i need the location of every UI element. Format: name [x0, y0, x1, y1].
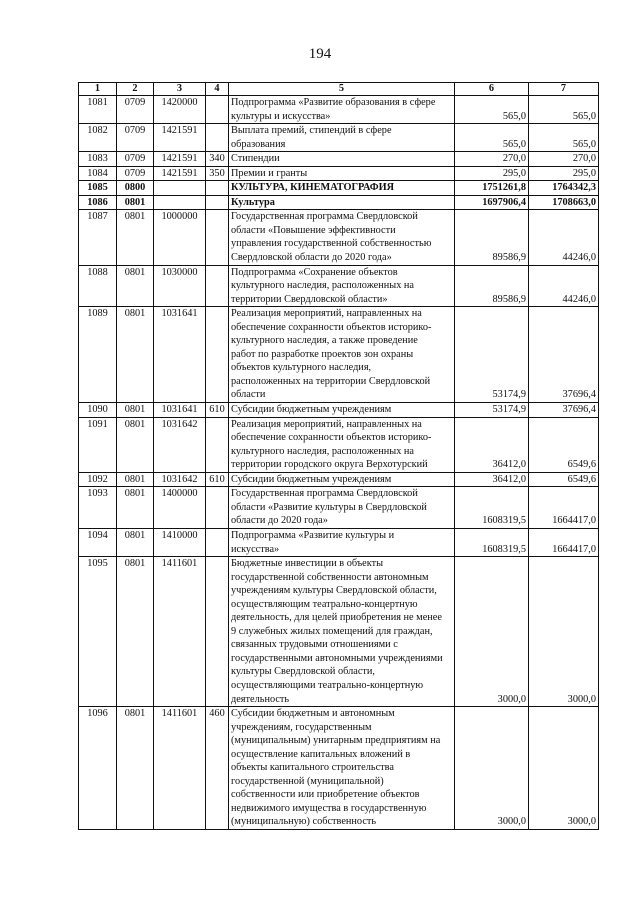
expense-type-code: [206, 307, 229, 403]
amount-col-7: 6549,6: [529, 472, 599, 487]
row-number: 1089: [79, 307, 117, 403]
target-item-code: 1030000: [154, 265, 206, 307]
column-header-2: 2: [117, 83, 154, 96]
table-row: [79, 557, 599, 707]
row-number: 1084: [79, 166, 117, 181]
target-item-code: 1400000: [154, 487, 206, 529]
amount-col-6: 36412,0: [455, 417, 529, 472]
row-number: 1087: [79, 210, 117, 265]
section-code: 0801: [117, 403, 154, 418]
amount-col-7: 565,0: [529, 96, 599, 124]
expense-type-code: [206, 181, 229, 196]
table-row: [79, 417, 599, 472]
section-code: 0801: [117, 528, 154, 556]
amount-col-6: 1751261,8: [455, 181, 529, 196]
item-name: Государственная программа Свердловской области «Развитие культуры в Свердловской области до 2020 года»: [229, 487, 455, 529]
item-name: Стипендии: [229, 152, 455, 167]
amount-col-6: 53174,9: [455, 307, 529, 403]
section-code: 0801: [117, 707, 154, 830]
expense-type-code: [206, 417, 229, 472]
expense-type-code: [206, 195, 229, 210]
amount-col-6: 3000,0: [455, 707, 529, 830]
amount-col-7: 37696,4: [529, 403, 599, 418]
expense-type-code: 610: [206, 403, 229, 418]
amount-col-7: 1708663,0: [529, 195, 599, 210]
expense-type-code: 460: [206, 707, 229, 830]
amount-col-7: 6549,6: [529, 417, 599, 472]
table-row: [79, 181, 599, 196]
amount-col-6: 295,0: [455, 166, 529, 181]
table-row: [79, 152, 599, 167]
expense-type-code: [206, 96, 229, 124]
section-code: 0801: [117, 210, 154, 265]
amount-col-7: 295,0: [529, 166, 599, 181]
item-name: Государственная программа Свердловской области «Повышение эффективности управления государственной собственностью Свердловской области до 2020 года»: [229, 210, 455, 265]
amount-col-6: 1608319,5: [455, 528, 529, 556]
amount-col-6: 1697906,4: [455, 195, 529, 210]
amount-col-7: 565,0: [529, 124, 599, 152]
item-name: Реализация мероприятий, направленных на обеспечение сохранности объектов историко- культурного наследия, расположенных на территории городского округа Верхотурский: [229, 417, 455, 472]
item-name: КУЛЬТУРА, КИНЕМАТОГРАФИЯ: [229, 181, 455, 196]
row-number: 1091: [79, 417, 117, 472]
target-item-code: [154, 181, 206, 196]
table-row: [79, 166, 599, 181]
budget-table: [78, 82, 599, 830]
amount-col-7: 1664417,0: [529, 528, 599, 556]
item-name: Выплата премий, стипендий в сфере образования: [229, 124, 455, 152]
amount-col-6: 565,0: [455, 124, 529, 152]
column-header-1: 1: [79, 83, 117, 96]
expense-type-code: [206, 210, 229, 265]
section-code: 0801: [117, 265, 154, 307]
expense-type-code: [206, 557, 229, 707]
row-number: 1093: [79, 487, 117, 529]
row-number: 1082: [79, 124, 117, 152]
target-item-code: 1421591: [154, 166, 206, 181]
amount-col-7: 3000,0: [529, 707, 599, 830]
row-number: 1092: [79, 472, 117, 487]
amount-col-6: 3000,0: [455, 557, 529, 707]
table-row: [79, 528, 599, 556]
column-header-7: 7: [529, 83, 599, 96]
target-item-code: 1421591: [154, 124, 206, 152]
target-item-code: 1411601: [154, 707, 206, 830]
row-number: 1086: [79, 195, 117, 210]
section-code: 0709: [117, 124, 154, 152]
amount-col-7: 44246,0: [529, 210, 599, 265]
amount-col-6: 565,0: [455, 96, 529, 124]
table-row: [79, 96, 599, 124]
table-row: [79, 307, 599, 403]
amount-col-6: 89586,9: [455, 265, 529, 307]
amount-col-7: 270,0: [529, 152, 599, 167]
table-row: [79, 265, 599, 307]
row-number: 1096: [79, 707, 117, 830]
section-code: 0800: [117, 181, 154, 196]
row-number: 1095: [79, 557, 117, 707]
table-row: [79, 403, 599, 418]
item-name: Субсидии бюджетным учреждениям: [229, 403, 455, 418]
target-item-code: 1031641: [154, 307, 206, 403]
target-item-code: 1410000: [154, 528, 206, 556]
expense-type-code: [206, 528, 229, 556]
column-header-4: 4: [206, 83, 229, 96]
target-item-code: 1031641: [154, 403, 206, 418]
table-row: [79, 707, 599, 830]
section-code: 0709: [117, 152, 154, 167]
row-number: 1081: [79, 96, 117, 124]
target-item-code: [154, 195, 206, 210]
amount-col-6: 270,0: [455, 152, 529, 167]
amount-col-7: 1664417,0: [529, 487, 599, 529]
item-name: Подпрограмма «Развитие культуры и искусства»: [229, 528, 455, 556]
target-item-code: 1031642: [154, 472, 206, 487]
section-code: 0801: [117, 307, 154, 403]
page-number: 194: [308, 46, 332, 62]
table-row: [79, 487, 599, 529]
item-name: Субсидии бюджетным учреждениям: [229, 472, 455, 487]
amount-col-7: 37696,4: [529, 307, 599, 403]
section-code: 0709: [117, 96, 154, 124]
item-name: Субсидии бюджетным и автономным учреждениям, государственным (муниципальным) унитарным предприятиям на осуществление капитальных вложений в объекты капитального строительства государственной (муниципальной) собственности или приобретение объектов недвижимого имущества в государственную (муниципальную) собственность: [229, 707, 455, 830]
row-number: 1085: [79, 181, 117, 196]
row-number: 1083: [79, 152, 117, 167]
item-name: Бюджетные инвестиции в объекты государственной собственности автономным учреждениям культуры Свердловской области, осуществляющим театрально-концертную деятельность, для целей приобретения не менее 9 служебных жилых помещений для граждан, связанных трудовыми отношениями с государственными автономными учреждениями культуры Свердловской области, осуществляющими театрально-концертную деятельность: [229, 557, 455, 707]
amount-col-7: 44246,0: [529, 265, 599, 307]
table-row: [79, 472, 599, 487]
amount-col-6: 1608319,5: [455, 487, 529, 529]
section-code: 0801: [117, 195, 154, 210]
row-number: 1094: [79, 528, 117, 556]
column-header-6: 6: [455, 83, 529, 96]
row-number: 1090: [79, 403, 117, 418]
expense-type-code: [206, 124, 229, 152]
table-row: [79, 124, 599, 152]
amount-col-7: 3000,0: [529, 557, 599, 707]
section-code: 0709: [117, 166, 154, 181]
item-name: Реализация мероприятий, направленных на обеспечение сохранности объектов историко- культурного наследия, а также проведение работ по разработке проектов зон охраны объектов культурного наследия, расположенных на территории Свердловской области: [229, 307, 455, 403]
target-item-code: 1420000: [154, 96, 206, 124]
item-name: Подпрограмма «Развитие образования в сфере культуры и искусства»: [229, 96, 455, 124]
table-header-row: [79, 83, 599, 96]
target-item-code: 1421591: [154, 152, 206, 167]
column-header-5: 5: [229, 83, 455, 96]
expense-type-code: [206, 487, 229, 529]
expense-type-code: 610: [206, 472, 229, 487]
row-number: 1088: [79, 265, 117, 307]
column-header-3: 3: [154, 83, 206, 96]
item-name: Подпрограмма «Сохранение объектов культурного наследия, расположенных на территории Свердловской области»: [229, 265, 455, 307]
expense-type-code: 340: [206, 152, 229, 167]
amount-col-7: 1764342,3: [529, 181, 599, 196]
target-item-code: 1031642: [154, 417, 206, 472]
section-code: 0801: [117, 472, 154, 487]
table-row: [79, 210, 599, 265]
amount-col-6: 89586,9: [455, 210, 529, 265]
expense-type-code: 350: [206, 166, 229, 181]
item-name: Культура: [229, 195, 455, 210]
target-item-code: 1000000: [154, 210, 206, 265]
target-item-code: 1411601: [154, 557, 206, 707]
amount-col-6: 36412,0: [455, 472, 529, 487]
section-code: 0801: [117, 417, 154, 472]
table-row: [79, 195, 599, 210]
section-code: 0801: [117, 487, 154, 529]
expense-type-code: [206, 265, 229, 307]
item-name: Премии и гранты: [229, 166, 455, 181]
amount-col-6: 53174,9: [455, 403, 529, 418]
section-code: 0801: [117, 557, 154, 707]
